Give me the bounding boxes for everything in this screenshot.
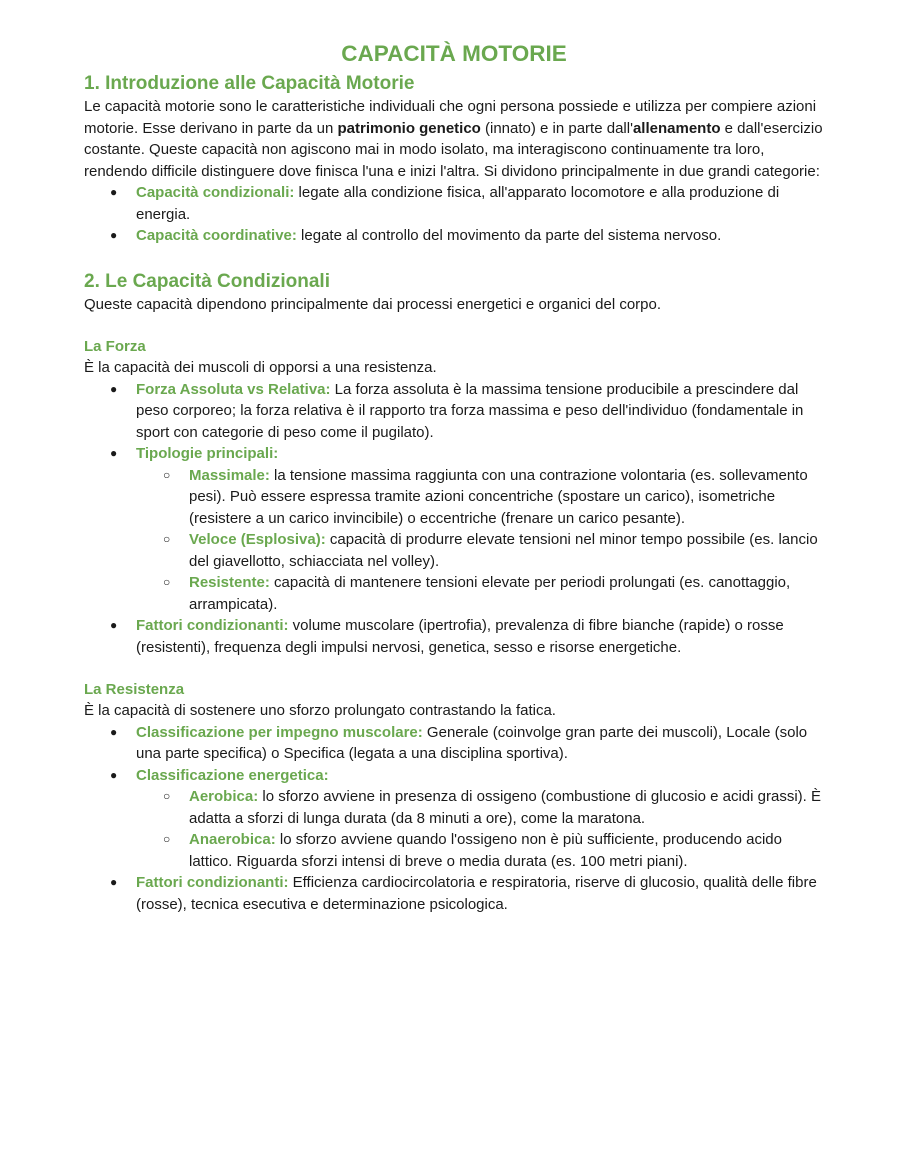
section-2-heading: 2. Le Capacità Condizionali <box>84 270 330 292</box>
resistenza-list <box>84 722 824 916</box>
forza-list <box>84 379 824 659</box>
list-item: ● Capacità condizionali: legate alla condizione fisica, all'apparato locomotore e alla produzione di energia. <box>136 182 824 225</box>
sub-list-item: ○ Resistente: capacità di mantenere tensioni elevate per periodi prolungati (es. canottaggio, arrampicata). <box>189 572 824 615</box>
resistenza-sublist <box>136 786 824 872</box>
list-item: ● Fattori condizionanti: volume muscolare (ipertrofia), prevalenza di fibre bianche (rapide) o rosse (resistenti), frequenza degli impulsi nervosi, genetica, sesso e risorse energetiche. <box>136 615 824 658</box>
list-item: ● Forza Assoluta vs Relativa: La forza assoluta è la massima tensione producibile a prescindere dal peso corporeo; la forza relativa è il rapporto tra forza massima e peso dell'individuo (fondamentale in sport con categorie di peso come il pugilato). <box>136 379 824 444</box>
forza-sublist <box>136 465 824 616</box>
list-item: ● Tipologie principali: ○ Massimale: la tensione massima raggiunta con una contrazione volontaria (es. sollevamento pesi). Può essere espressa tramite azioni concentriche (spostare un carico), isometriche (resistere a un carico invincibile) o eccentriche (frenare un carico pesante). ○ Veloce (Esplosiva): capacità di produrre elevate tensioni nel minor tempo possibile (es. lancio del giavellotto, schiacciata nel volley). ○ Resistente: capacità di mantenere tensioni elevate per periodi prolungati (es. canottaggio, arrampicata). <box>136 443 824 615</box>
sub-list-item: ○ Anaerobica: lo sforzo avviene quando l'ossigeno non è più sufficiente, producendo acido lattico. Riguarda sforzi intensi di breve o media durata (es. 100 metri piani). <box>189 829 824 872</box>
document-title: CAPACITÀ MOTORIE <box>341 41 567 66</box>
list-item: ● Classificazione per impegno muscolare: Generale (coinvolge gran parte dei muscoli), Locale (solo una parte specifica) o Specifica (legata a una disciplina sportiva). <box>136 722 824 765</box>
document-page <box>84 40 824 915</box>
section-1-heading: 1. Introduzione alle Capacità Motorie <box>84 73 415 94</box>
bold-term-patrimonio: patrimonio genetico <box>337 119 481 137</box>
list-item: ● Classificazione energetica: ○ Aerobica: lo sforzo avviene in presenza di ossigeno (combustione di glucosio e acidi grassi). È adatta a sforzi di lunga durata (da 8 minuti a ore), come la maratona. ○ Anaerobica: lo sforzo avviene quando l'ossigeno non è più sufficiente, producendo acido lattico. Riguarda sforzi intensi di breve o media durata (es. 100 metri piani). <box>136 765 824 873</box>
sub-list-item: ○ Aerobica: lo sforzo avviene in presenza di ossigeno (combustione di glucosio e acidi grassi). È adatta a sforzi di lunga durata (da 8 minuti a ore), come la maratona. <box>189 786 824 829</box>
list-item: ● Capacità coordinative: legate al controllo del movimento da parte del sistema nervoso. <box>136 225 824 247</box>
sub-list-item: ○ Massimale: la tensione massima raggiunta con una contrazione volontaria (es. sollevamento pesi). Può essere espressa tramite azioni concentriche (spostare un carico), isometriche (resistere a un carico invincibile) o eccentriche (frenare un carico pesante). <box>189 465 824 530</box>
resistenza-heading: La Resistenza <box>84 681 185 698</box>
sub-list-item: ○ Veloce (Esplosiva): capacità di produrre elevate tensioni nel minor tempo possibile (es. lancio del giavellotto, schiacciata nel volley). <box>189 529 824 572</box>
resistenza-intro: È la capacità di sostenere uno sforzo prolungato contrastando la fatica. <box>84 702 556 719</box>
forza-heading: La Forza <box>84 338 146 355</box>
list-item: ● Fattori condizionanti: Efficienza cardiocircolatoria e respiratoria, riserve di glucosio, qualità delle fibre (rosse), tecnica esecutiva e determinazione psicologica. <box>136 872 824 915</box>
section-2-intro: Queste capacità dipendono principalmente dai processi energetici e organici del corpo. <box>84 295 662 313</box>
bold-term-allenamento: allenamento <box>632 119 721 137</box>
forza-intro: È la capacità dei muscoli di opporsi a una resistenza. <box>84 359 437 376</box>
section-1-list <box>84 182 824 247</box>
section-1-paragraph: Le capacità motorie sono le caratteristiche individuali che ogni persona possiede e utilizza per compiere azioni motorie. Esse derivano in parte da un patrimonio genetico (innato) e in parte dall'allenamento e dall'esercizio costante. Queste capacità non agiscono mai in modo isolato, ma interagiscono continuamente tra loro, rendendo difficile distinguere dove finisca l'una e inizi l'altra. Si dividono principalmente in due grandi categorie: <box>84 98 823 180</box>
